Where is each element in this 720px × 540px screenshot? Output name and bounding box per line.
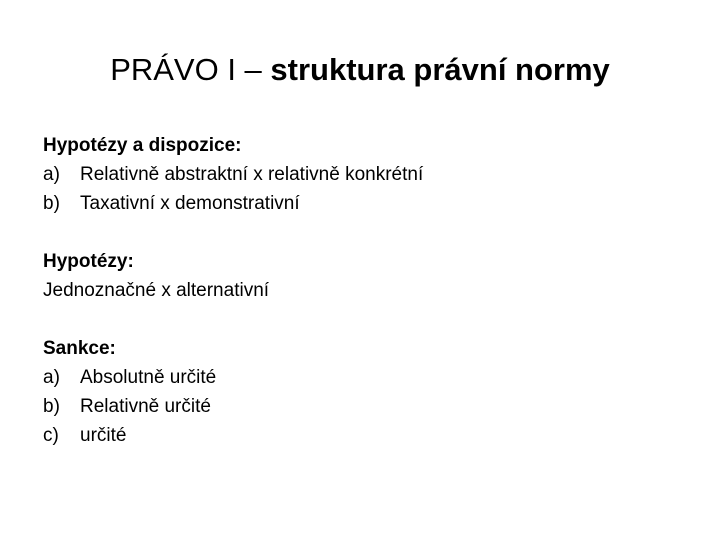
section-line: Jednoznačné x alternativní [43, 280, 270, 301]
list-marker: b) [43, 396, 60, 417]
list-marker: a) [43, 367, 60, 388]
title-prefix: PRÁVO I – [110, 52, 271, 87]
list-item [43, 363, 683, 392]
section-heading: Hypotézy a dispozice: [43, 135, 242, 156]
list-item [43, 421, 683, 450]
list-item-text: Taxativní x demonstrativní [80, 193, 300, 214]
section-hypotezy-a-dispozice [43, 131, 683, 218]
list-marker: a) [43, 164, 60, 185]
slide-body [43, 131, 683, 450]
title-bold-text: struktura právní normy [270, 52, 610, 87]
list-item [43, 160, 683, 189]
slide-title [0, 50, 720, 90]
list-marker: b) [43, 193, 60, 214]
list-item-text: Absolutně určité [80, 367, 217, 388]
list-item-text: určité [80, 425, 127, 446]
list-marker: c) [43, 425, 59, 446]
list-item-text: Relativně abstraktní x relativně konkrétní [80, 164, 424, 185]
section-hypotezy [43, 247, 683, 305]
section-heading: Hypotézy: [43, 251, 134, 272]
list-item-text: Relativně určité [80, 396, 211, 417]
list-item [43, 189, 683, 218]
list-item [43, 392, 683, 421]
section-heading: Sankce: [43, 338, 116, 359]
section-sankce [43, 334, 683, 450]
